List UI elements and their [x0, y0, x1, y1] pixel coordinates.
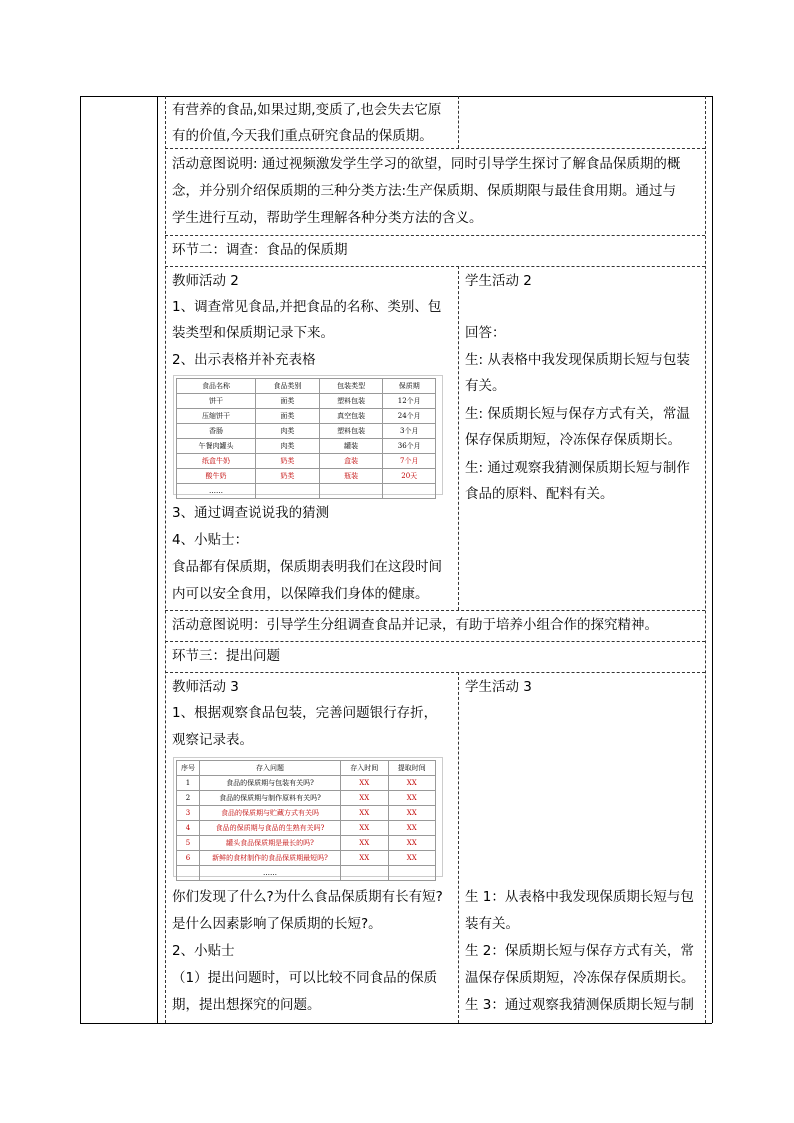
bank-th-withdraw: 提取时间: [388, 761, 436, 776]
teacher2-tip-line2: 内可以安全食用，以保障我们身体的健康。: [172, 586, 429, 602]
teacher3-item1-line2: 观察记录表。: [172, 732, 253, 748]
bank-cell: XX: [388, 791, 436, 806]
table-left-border: [80, 96, 81, 1023]
table-row: [177, 394, 436, 409]
food-cell: 奶类: [256, 454, 320, 469]
table-row: [177, 791, 436, 806]
food-cell: 肉类: [256, 424, 320, 439]
row-dash-2: [165, 235, 705, 236]
student2-a1-line1: 生: 从表格中我发现保质期长短与包装: [465, 352, 690, 368]
food-cell: 饼干: [177, 394, 256, 409]
food-cell: 酸牛奶: [177, 469, 256, 484]
section2-title: 环节二：调查：食品的保质期: [172, 242, 348, 258]
food-cell: 奶类: [256, 469, 320, 484]
table-row: [177, 424, 436, 439]
intent1-line2: 念，并分别介绍保质期的三种分类方法:生产保质期、保质期限与最佳食用期。通过与: [172, 183, 677, 199]
food-cell: 纸盒牛奶: [177, 454, 256, 469]
table-row: [177, 454, 436, 469]
teacher2-item3: 3、通过调查说说我的猜测: [172, 505, 330, 521]
food-cell: 3个月: [383, 424, 436, 439]
food-cell: 面类: [256, 409, 320, 424]
bank-cell: 5: [177, 836, 200, 851]
row-dash-6: [165, 672, 705, 673]
food-table-header: [177, 379, 436, 394]
section3-title: 环节三：提出问题: [172, 648, 280, 664]
student2-a2-line1: 生: 保质期长短与保存方式有关，常温: [465, 406, 690, 422]
teacher3-item1-line1: 1、根据观察食品包装，完善问题银行存折，: [172, 705, 438, 721]
food-th-category: 食品类别: [256, 379, 320, 394]
food-cell: 肉类: [256, 439, 320, 454]
row-dash-3: [165, 266, 705, 267]
teacher2-title: 教师活动 2: [172, 273, 239, 289]
mid-dash-3: [458, 672, 459, 1023]
food-cell: 塑料包装: [319, 424, 383, 439]
bank-th-deposit: 存入时间: [341, 761, 389, 776]
bank-cell: XX: [341, 821, 389, 836]
student3-a1-line1: 生 1：从表格中我发现保质期长短与包: [465, 889, 694, 905]
table-row: [177, 806, 436, 821]
table-row: [177, 409, 436, 424]
bank-cell: ……: [200, 866, 341, 881]
food-cell: 塑料包装: [319, 394, 383, 409]
teacher2-tip-line1: 食品都有保质期，保质期表明我们在这段时间: [172, 559, 442, 575]
food-cell: 24个月: [383, 409, 436, 424]
food-cell: 面类: [256, 394, 320, 409]
bank-cell: XX: [341, 806, 389, 821]
student2-a1-line2: 有关。: [465, 378, 506, 394]
food-cell: 压缩饼干: [177, 409, 256, 424]
teacher3-q-line1: 你们发现了什么?为什么食品保质期有长有短?: [172, 889, 443, 905]
table-bottom-border: [80, 1023, 712, 1024]
food-cell: [383, 484, 436, 499]
teacher3-title: 教师活动 3: [172, 679, 239, 695]
bank-cell: XX: [341, 851, 389, 866]
bank-cell: 罐头食品保质期是最长的吗?: [200, 836, 341, 851]
student3-a3-line1: 生 3：通过观察我猜测保质期长短与制: [465, 997, 694, 1013]
student2-a2-line2: 保存保质期短，冷冻保存保质期长。: [465, 432, 681, 448]
teacher3-item2: 2、小贴士: [172, 943, 235, 959]
intent1-line1: 活动意图说明: 通过视频激发学生学习的欲望，同时引导学生探讨了解食品保质期的概: [172, 156, 681, 172]
food-th-shelflife: 保质期: [383, 379, 436, 394]
mid-dash-top: [458, 96, 459, 148]
bank-table: [176, 760, 436, 881]
teacher2-item1-line2: 装类型和保质期记录下来。: [172, 325, 334, 341]
bank-cell: XX: [388, 806, 436, 821]
table-row: [177, 836, 436, 851]
food-cell: 20天: [383, 469, 436, 484]
food-cell: 7个月: [383, 454, 436, 469]
food-cell: [256, 484, 320, 499]
student2-title: 学生活动 2: [465, 273, 532, 289]
food-cell: 36个月: [383, 439, 436, 454]
teacher3-tip-line1: （1）提出问题时，可以比较不同食品的保质: [172, 970, 438, 986]
bank-cell: 食品的保质期与制作原料有关吗?: [200, 791, 341, 806]
student2-a3-line2: 食品的原料、配料有关。: [465, 486, 614, 502]
bank-cell: 新鲜的食材制作的食品保质期最短吗?: [200, 851, 341, 866]
table-row: [177, 439, 436, 454]
food-cell: 盒装: [319, 454, 383, 469]
student3-a2-line2: 温保存保质期短，冷冻保存保质期长。: [465, 970, 695, 986]
table-row: [177, 821, 436, 836]
food-cell: ……: [177, 484, 256, 499]
table-row: [177, 469, 436, 484]
teacher2-item1-line1: 1、调查常见食品,并把食品的名称、类别、包: [172, 299, 442, 315]
bank-cell: XX: [388, 821, 436, 836]
table-right-border: [712, 96, 713, 1023]
teacher2-item2: 2、出示表格并补充表格: [172, 352, 316, 368]
bank-cell: 4: [177, 821, 200, 836]
food-cell: [319, 484, 383, 499]
bank-cell: [388, 866, 436, 881]
food-cell: 罐装: [319, 439, 383, 454]
row-dash-4: [165, 610, 705, 611]
bank-cell: [341, 866, 389, 881]
table-row: [177, 484, 436, 499]
table-col-divider: [157, 96, 158, 1023]
student2-a3-line1: 生: 通过观察我猜测保质期长短与制作: [465, 460, 690, 476]
bank-cell: XX: [388, 836, 436, 851]
bank-cell: XX: [341, 836, 389, 851]
row-dash-5: [165, 641, 705, 642]
table-row: [177, 851, 436, 866]
table-row: [177, 776, 436, 791]
bank-th-question: 存入问题: [200, 761, 341, 776]
teacher3-tip-line2: 期，提出想探究的问题。: [172, 997, 321, 1013]
mid-dash-2: [458, 266, 459, 610]
bank-cell: 2: [177, 791, 200, 806]
bank-cell: 食品的保质期与包装有关吗?: [200, 776, 341, 791]
top-text-line2: 有的价值,今天我们重点研究食品的保质期。: [172, 128, 433, 144]
student2-answer: 回答：: [465, 325, 506, 341]
student3-a2-line1: 生 2：保质期长短与保存方式有关，常: [465, 943, 694, 959]
bank-table-header: [177, 761, 436, 776]
bank-cell: XX: [388, 851, 436, 866]
food-cell: 午餐肉罐头: [177, 439, 256, 454]
food-table: [176, 378, 436, 499]
food-cell: 瓶装: [319, 469, 383, 484]
student3-a1-line2: 装有关。: [465, 916, 519, 932]
student3-title: 学生活动 3: [465, 679, 532, 695]
food-th-name: 食品名称: [177, 379, 256, 394]
bank-cell: XX: [341, 776, 389, 791]
bank-cell: 3: [177, 806, 200, 821]
table-row: [177, 866, 436, 881]
food-cell: 香肠: [177, 424, 256, 439]
teacher2-item4: 4、小贴士：: [172, 532, 249, 548]
food-cell: 真空包装: [319, 409, 383, 424]
intent1-line3: 学生进行互动，帮助学生理解各种分类方法的含义。: [172, 210, 483, 226]
bank-cell: XX: [388, 776, 436, 791]
bank-cell: 食品的保质期与贮藏方式有关吗: [200, 806, 341, 821]
food-cell: 12个月: [383, 394, 436, 409]
top-text-line1: 有营养的食品,如果过期,变质了,也会失去它原: [172, 102, 442, 118]
food-th-package: 包装类型: [319, 379, 383, 394]
bank-cell: 6: [177, 851, 200, 866]
teacher3-q-line2: 是什么因素影响了保质期的长短?。: [172, 916, 382, 932]
bank-th-no: 序号: [177, 761, 200, 776]
bank-cell: 食品的保质期与食品的生熟有关吗?: [200, 821, 341, 836]
bank-cell: 1: [177, 776, 200, 791]
bank-cell: XX: [341, 791, 389, 806]
inner-right-dash: [705, 96, 706, 1023]
bank-cell: [177, 866, 200, 881]
intent2-text: 活动意图说明：引导学生分组调查食品并记录，有助于培养小组合作的探究精神。: [172, 617, 658, 633]
